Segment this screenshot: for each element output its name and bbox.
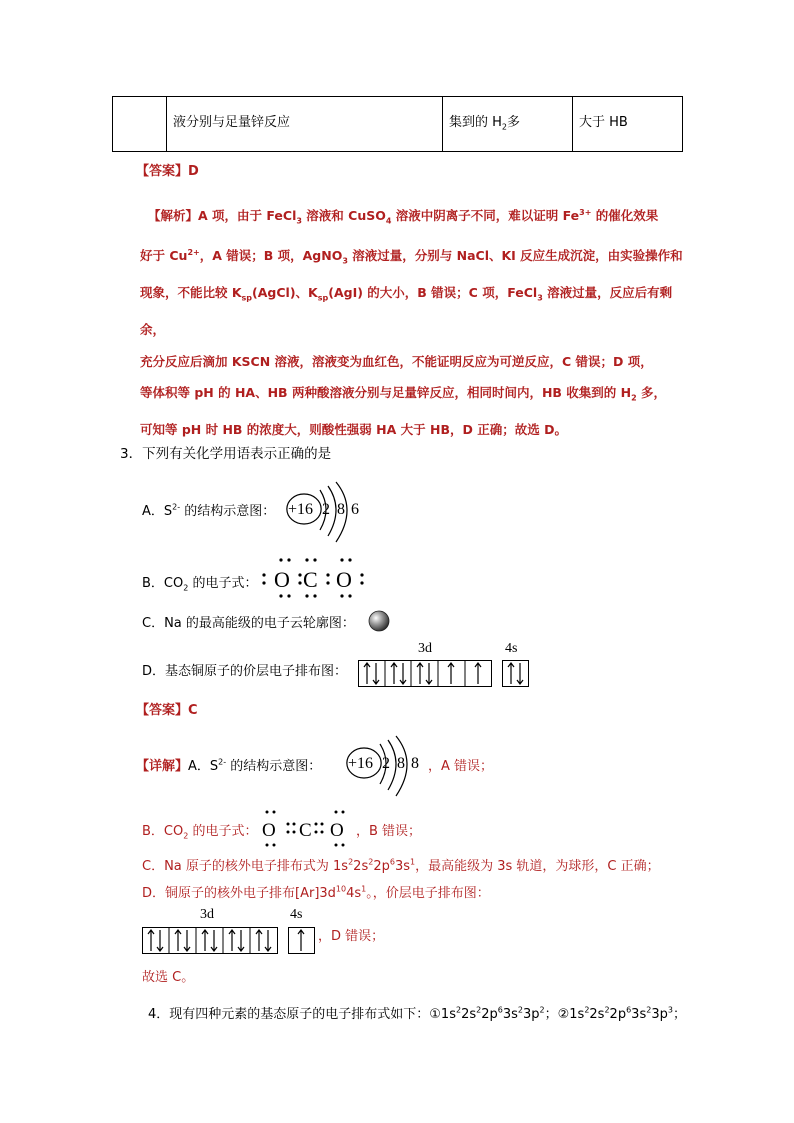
detail-b-verdict: ，B 错误； [356,824,422,839]
table-cell-observation: 集到的 $H_2$多 [443,97,573,152]
option-b: B．$CO_2$ 的电子式： [142,576,258,593]
electron-formula-co2 [258,556,370,600]
orbital-diagram-detail-d [142,927,318,955]
analysis-line: 【解析】A 项，由于 FeCl$_3$ 溶液和 CuSO$_4$ 溶液中阴离子不同，难以证明 $Fe^{3+}$ 的催化效果 [148,208,659,226]
orbital-label-3d: 3d [200,907,214,922]
answer-value: C [188,703,198,718]
answer-value: D [188,164,199,179]
detail-label: 【详解】 [136,759,189,774]
detail-b: B．$CO_2$ 的电子式： [142,824,258,841]
table-cell-conclusion: 大于 HB [573,97,683,152]
shell-electrons: 8 [397,755,405,772]
answer-label: 【答案】 [136,703,189,718]
orbital-label-4s: 4s [290,907,303,922]
shell-electrons: 6 [351,501,359,518]
electron-formula-co2 [258,806,358,850]
table-cell-procedure: 液分别与足量锌反应 [167,97,443,152]
detail-c: C．Na 原子的核外电子排布式为 $1s^22s^22p^63s^1$，最高能级为 3s 轨道，为球形，C 正确； [142,857,660,874]
shell-electrons: 8 [337,501,345,518]
shell-electrons: 8 [411,755,419,772]
orbital-diagram-option-d [358,660,530,688]
option-a: A．$S^{2-}$ 的结构示意图： [142,502,276,519]
analysis-line: 等体积等 pH 的 HA、HB 两种酸溶液分别与足量锌反应，相同时间内，HB 收集到的 $H_2$ 多， [140,385,667,403]
atom-symbol: O [336,567,352,592]
orbital-label-3d: 3d [418,641,432,656]
orbital-dividers [385,660,465,687]
atom-symbol: O [274,567,290,592]
s-orbital-sphere-icon [368,610,390,632]
nucleus-charge: +16 [288,501,314,518]
atom-symbol: C [299,820,312,841]
detail-a-verdict: ，A 错误； [428,759,494,774]
analysis-1 [140,197,688,446]
table-cell-empty [113,97,167,152]
atom-symbol: O [330,820,344,841]
orbital-label-4s: 4s [505,641,518,656]
nucleus-charge: +16 [348,755,374,772]
question-3-stem: 3．下列有关化学用语表示正确的是 [120,446,332,462]
option-d: D．基态铜原子的价层电子排布图： [142,664,348,679]
detail-d: D．铜原子的核外电子排布$[Ar]3d^{10}4s^1$。，价层电子排布图： [142,884,490,901]
analysis-line: 现象，不能比较 $K_{sp}(AgCl)$、$K_{sp}(AgI)$ 的大小，B 错误；C 项，FeCl$_3$ 溶液过量，反应后有剩余， [140,285,673,338]
detail-a: 【详解】A．$S^{2-}$ 的结构示意图： [136,757,322,774]
atom-symbol: O [262,820,276,841]
table-row [113,97,683,152]
shell-electrons: 2 [382,755,390,772]
electron-arrows [148,930,271,951]
analysis-line: 好于 $Cu^{2+}$，A 错误；B 项，AgNO$_3$ 溶液过量，分别与 NaCl、KI 反应生成沉淀，由实验操作和 [140,248,683,266]
electron-arrows [364,663,481,684]
analysis-line: 可知等 pH 时 HB 的浓度大，则酸性强弱 HA 大于 HB，D 正确；故选 D。 [140,422,567,438]
detail-conclusion: 故选 C。 [142,970,195,985]
question-4-stem: 4．现有四种元素的基态原子的电子排布式如下：$①1s^22s^22p^63s^23p^2$；$②1s^22s^22p^63s^23p^3$； [148,1005,686,1022]
answer-1 [136,160,199,179]
atom-structure-diagram [344,738,434,798]
answer-label: 【答案】 [136,164,189,179]
answer-3 [136,699,198,718]
atom-structure-diagram [284,484,374,544]
detail-d-verdict: ，D 错误； [318,929,385,944]
analysis-line: 充分反应后滴加 KSCN 溶液，溶液变为血红色，不能证明反应为可逆反应，C 错误；D 项， [140,353,653,369]
atom-symbol: C [303,567,318,592]
experiment-table [112,96,683,152]
option-c: C．Na 的最高能级的电子云轮廓图： [142,616,355,631]
shell-electrons: 2 [322,501,330,518]
